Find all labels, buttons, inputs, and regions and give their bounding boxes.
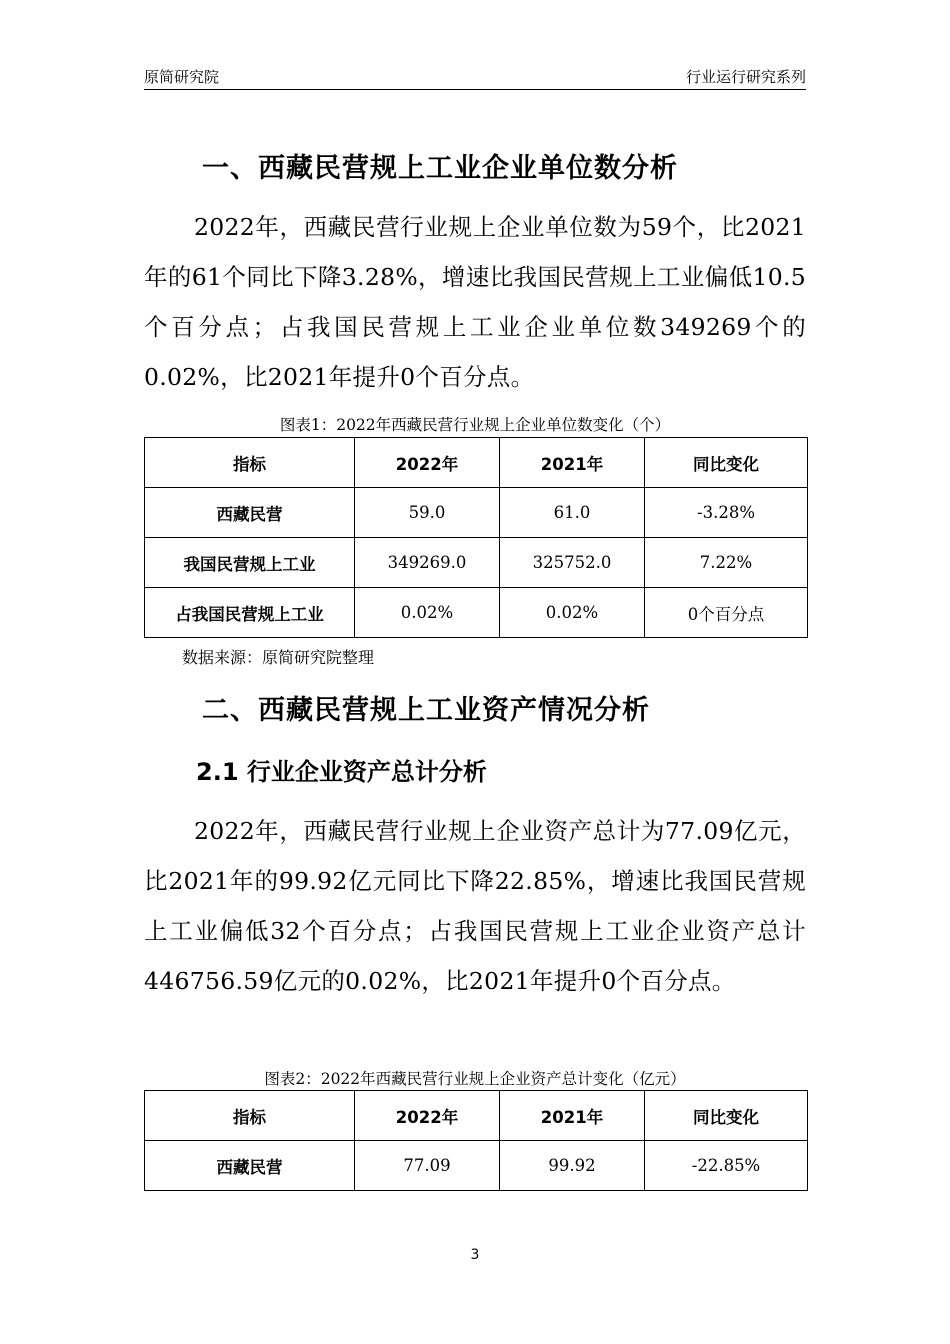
header-series-name: 行业运行研究系列 <box>685 68 806 86</box>
table1-caption: 图表1：2022年西藏民营行业规上企业单位数变化（个） <box>279 416 671 434</box>
cell-2022: 59.0 <box>355 488 500 538</box>
table1-header-cell: 指标 <box>145 438 355 488</box>
section1-title: 一、西藏民营规上工业企业单位数分析 <box>202 153 678 184</box>
cell-yoy-change: -22.85% <box>645 1141 808 1191</box>
row-label: 占我国民营规上工业 <box>145 588 355 638</box>
table2-header-cell: 同比变化 <box>645 1091 808 1141</box>
cell-2021: 99.92 <box>500 1141 645 1191</box>
subsection-2-1-title: 2.1 行业企业资产总计分析 <box>196 758 487 786</box>
table2-header-cell: 2021年 <box>500 1091 645 1141</box>
table1-header-row <box>145 438 808 488</box>
table2-header-cell: 2022年 <box>355 1091 500 1141</box>
table1-source-note: 数据来源：原简研究院整理 <box>182 648 375 667</box>
cell-2021: 61.0 <box>500 488 645 538</box>
header-org-name: 原简研究院 <box>144 68 220 86</box>
table1-header-cell: 2021年 <box>500 438 645 488</box>
cell-2022: 77.09 <box>355 1141 500 1191</box>
header-divider <box>144 89 806 90</box>
table-row <box>145 1141 808 1191</box>
cell-yoy-change: 7.22% <box>645 538 808 588</box>
table2-header-row <box>145 1091 808 1141</box>
row-label: 西藏民营 <box>145 488 355 538</box>
cell-yoy-change: 0个百分点 <box>645 588 808 638</box>
row-label: 西藏民营 <box>145 1141 355 1191</box>
cell-2022: 0.02% <box>355 588 500 638</box>
table2 <box>144 1090 808 1191</box>
table2-header-cell: 指标 <box>145 1091 355 1141</box>
table-row <box>145 538 808 588</box>
table-row <box>145 588 808 638</box>
cell-2022: 349269.0 <box>355 538 500 588</box>
section1-paragraph: 2022年，西藏民营行业规上企业单位数为59个，比2021年的61个同比下降3.28%，增速比我国民营规上工业偏低10.5个百分点；占我国民营规上工业企业单位数349269个的0.02%，比2021年提升0个百分点。 <box>144 213 806 391</box>
table-row <box>145 488 808 538</box>
section2-paragraph: 2022年，西藏民营行业规上企业资产总计为77.09亿元，比2021年的99.92亿元同比下降22.85%，增速比我国民营规上工业偏低32个百分点；占我国民营规上工业企业资产总计446756.59亿元的0.02%，比2021年提升0个百分点。 <box>144 817 806 995</box>
page-number: 3 <box>470 1247 480 1263</box>
section2-title: 二、西藏民营规上工业资产情况分析 <box>202 695 650 726</box>
table1-header-cell: 同比变化 <box>645 438 808 488</box>
cell-yoy-change: -3.28% <box>645 488 808 538</box>
table1-header-cell: 2022年 <box>355 438 500 488</box>
table2-caption: 图表2：2022年西藏民营行业规上企业资产总计变化（亿元） <box>264 1070 686 1088</box>
row-label: 我国民营规上工业 <box>145 538 355 588</box>
cell-2021: 0.02% <box>500 588 645 638</box>
table1 <box>144 437 808 638</box>
cell-2021: 325752.0 <box>500 538 645 588</box>
